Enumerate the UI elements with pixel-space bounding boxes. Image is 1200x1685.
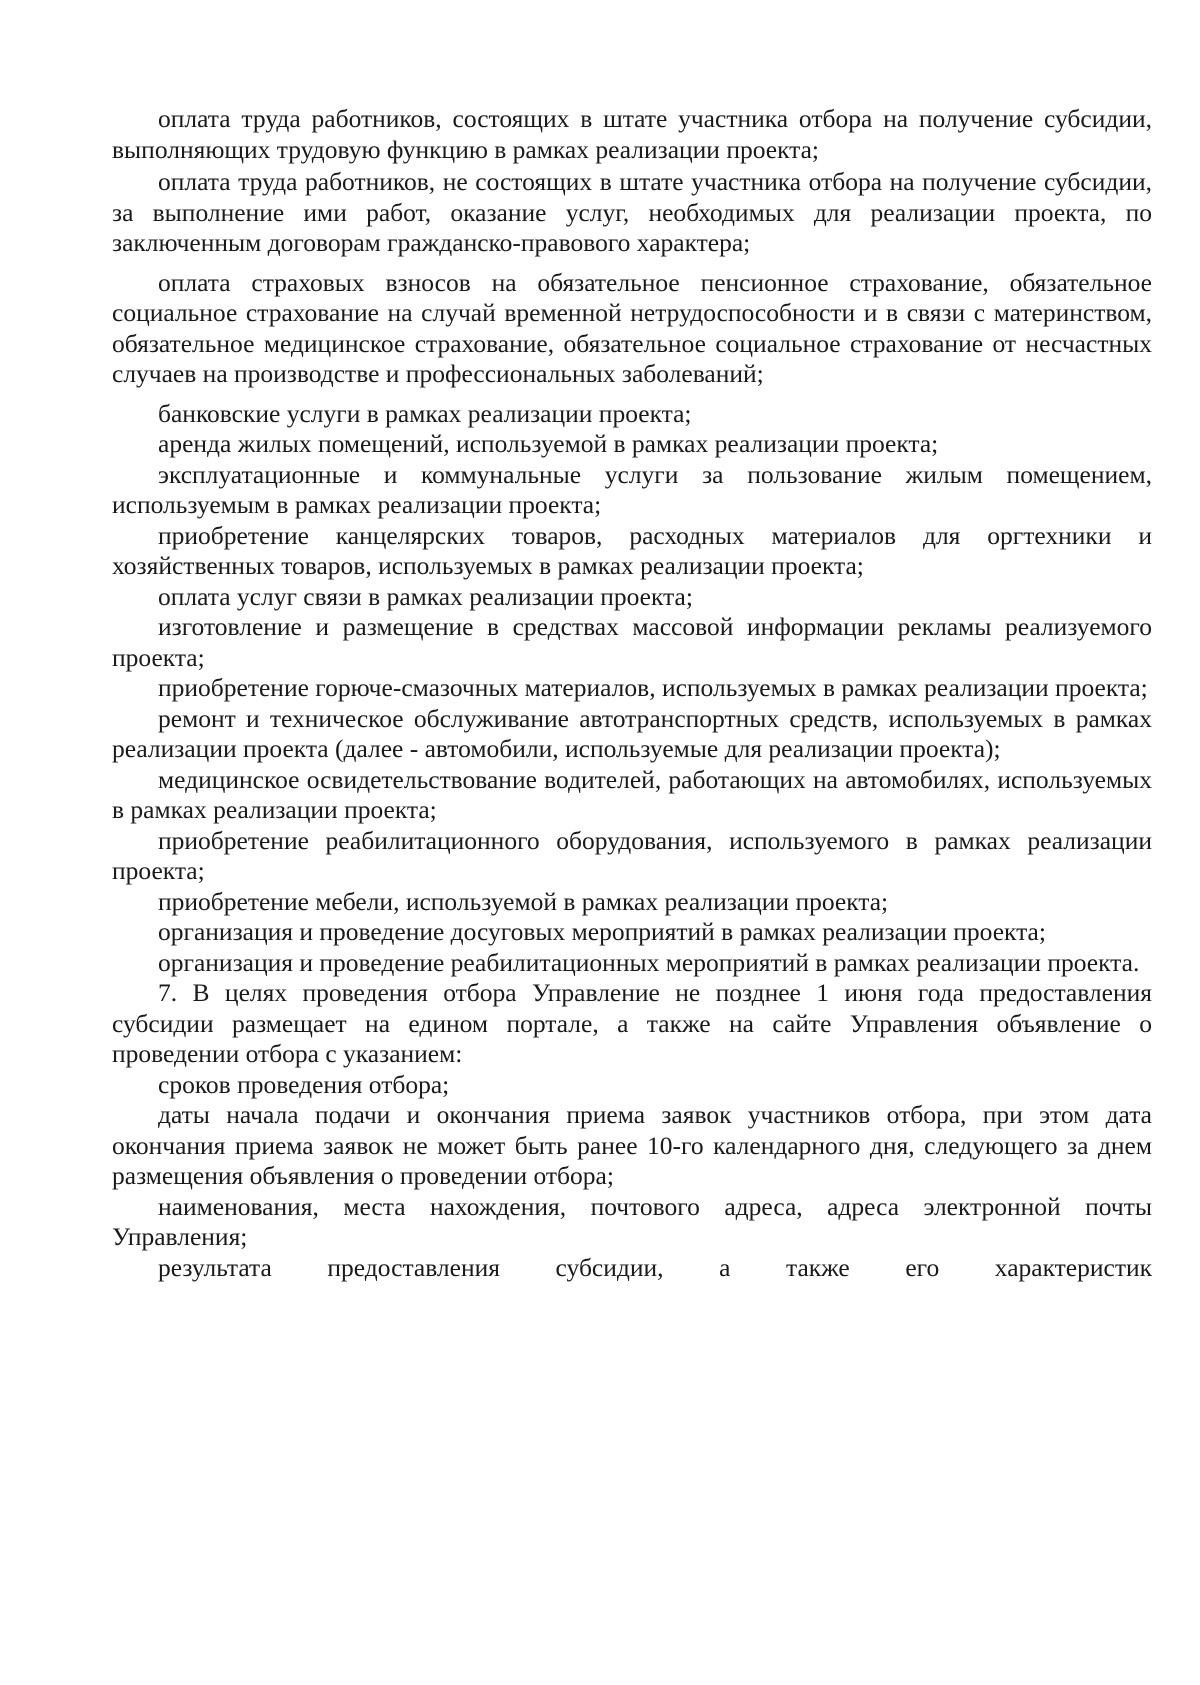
paragraph-fuel-lubricants: приобретение горюче-смазочных материалов, используемых в рамках реализации проекта; <box>158 673 1148 702</box>
paragraph-office-supplies: приобретение канцелярских товаров, расходных материалов для оргтехники и хозяйственных товаров, используемых в рамках реализации проекта; <box>112 520 1152 580</box>
paragraph-rehab-equipment: приобретение реабилитационного оборудования, используемого в рамках реализации проекта; <box>112 825 1152 885</box>
paragraph-communication-services: оплата услуг связи в рамках реализации проекта; <box>158 581 693 611</box>
paragraph-banking-services: банковские услуги в рамках реализации проекта; <box>158 398 692 428</box>
paragraph-advertising: изготовление и размещение в средствах массовой информации рекламы реализуемого проекта; <box>112 612 1152 672</box>
paragraph-subsidy-result: результата предоставления субсидии, а также его характеристик <box>158 1252 1152 1282</box>
paragraph-vehicle-maintenance: ремонт и техническое обслуживание автотранспортных средств, используемых в рамках реализации проекта (далее - автомобили, используемые для реализации проекта); <box>112 703 1152 763</box>
document-page <box>112 104 1152 1283</box>
paragraph-rehab-events: организация и проведение реабилитационных мероприятий в рамках реализации проекта. <box>158 947 1140 977</box>
paragraph-contract-wages: оплата труда работников, не состоящих в штате участника отбора на получение субсидии, за выполнение ими работ, оказание услуг, необходимых для реализации проекта, по заключенным договорам гражданско-правового характера; <box>112 167 1152 257</box>
paragraph-office-contacts: наименования, места нахождения, почтового адреса, адреса электронной почты Управления; <box>112 1191 1152 1251</box>
paragraph-staff-wages: оплата труда работников, состоящих в штате участника отбора на получение субсидии, выполняющих трудовую функцию в рамках реализации проекта; <box>112 104 1152 164</box>
paragraph-housing-rent: аренда жилых помещений, используемой в рамках реализации проекта; <box>158 429 939 458</box>
paragraph-section-7: 7. В целях проведения отбора Управление не позднее 1 июня года предоставления субсидии размещает на едином портале, а также на сайте Управления объявление о проведении отбора с указанием: <box>112 978 1152 1068</box>
paragraph-insurance-contributions: оплата страховых взносов на обязательное пенсионное страхование, обязательное социальное страхование на случай временной нетрудоспособности и в связи с материнством, обязательное медицинское страхование, обязательное социальное страхование от несчастных случаев на производстве и профессиональных заболеваний; <box>112 267 1152 388</box>
paragraph-utilities: эксплуатационные и коммунальные услуги за пользование жилым помещением, используемым в рамках реализации проекта; <box>112 459 1152 519</box>
paragraph-selection-terms: сроков проведения отбора; <box>158 1069 450 1099</box>
paragraph-application-dates: даты начала подачи и окончания приема заявок участников отбора, при этом дата окончания приема заявок не может быть ранее 10-го календарного дня, следующего за днем размещения объявления о проведении отбора; <box>112 1100 1152 1190</box>
paragraph-furniture: приобретение мебели, используемой в рамках реализации проекта; <box>158 886 889 916</box>
paragraph-driver-medical-exam: медицинское освидетельствование водителей, работающих на автомобилях, используемых в рамках реализации проекта; <box>112 764 1152 824</box>
paragraph-leisure-events: организация и проведение досуговых мероприятий в рамках реализации проекта; <box>158 917 1046 946</box>
